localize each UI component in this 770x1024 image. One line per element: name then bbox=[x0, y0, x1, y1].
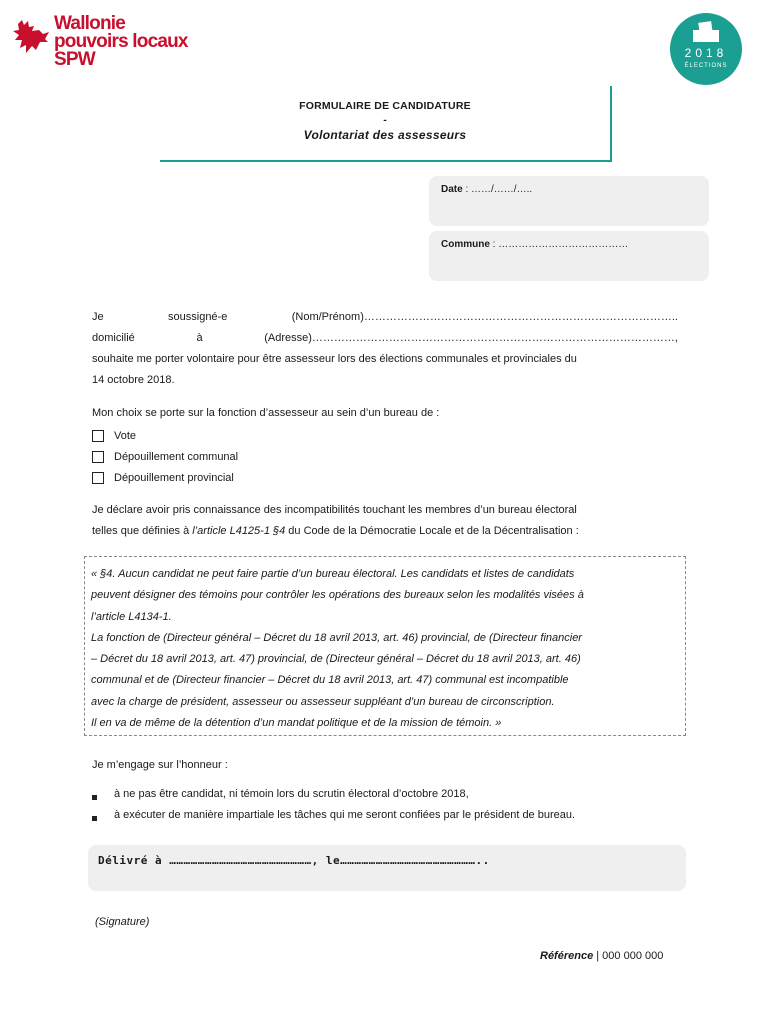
declaration-line-1: Je déclare avoir pris connaissance des incompatibilités touchant les membres d’un bureau électoral bbox=[92, 504, 577, 516]
address-line bbox=[92, 328, 678, 349]
badge-subtitle: ÉLECTIONS bbox=[684, 63, 728, 69]
option-depouillement-provincial[interactable] bbox=[92, 472, 234, 484]
form-subtitle: Volontariat des assesseurs bbox=[303, 128, 467, 142]
quote-line: l’article L4134-1. bbox=[91, 610, 172, 623]
pledge-text: à exécuter de manière impartiale les tâches qui me seront confiées par le président de bureau. bbox=[114, 809, 576, 821]
checkbox[interactable] bbox=[92, 472, 104, 484]
commune-value: : ………………………………… bbox=[489, 239, 629, 250]
form-title: FORMULAIRE DE CANDIDATURE bbox=[299, 100, 471, 112]
option-vote[interactable] bbox=[92, 430, 136, 442]
logo-text bbox=[54, 14, 188, 69]
commune-field[interactable] bbox=[429, 231, 709, 281]
volunteer-statement: souhaite me porter volontaire pour être assesseur lors des élections communales et provinciales du bbox=[92, 353, 577, 365]
commune-label: Commune bbox=[441, 239, 490, 250]
date-value: : ……/……/….. bbox=[462, 184, 533, 195]
checkbox[interactable] bbox=[92, 451, 104, 463]
declaration-text-end: du Code de la Démocratie Locale et de la Décentralisation : bbox=[285, 525, 579, 537]
option-label: Dépouillement communal bbox=[114, 451, 239, 463]
pledge-text: à ne pas être candidat, ni témoin lors du scrutin électoral d’octobre 2018, bbox=[114, 788, 469, 800]
reference-value: | 000 000 000 bbox=[593, 950, 664, 962]
quote-line: – Décret du 18 avril 2013, art. 47) provincial, de (Directeur général – Décret du 18 avril 2013, art. 46) bbox=[91, 653, 581, 666]
quote-line: peuvent désigner des témoins pour contrôler les opérations des bureaux selon les modalités visées à bbox=[91, 589, 584, 602]
bullet-icon bbox=[92, 795, 97, 800]
date-field[interactable] bbox=[429, 176, 709, 226]
issued-text: Délivré à ……………………………………………………, le………………………………………………….. bbox=[98, 854, 490, 867]
quote-line: avec la charge de président, assesseur ou assesseur suppléant d’un bureau de circonscription. bbox=[91, 695, 555, 708]
reference bbox=[540, 950, 663, 962]
bullet-icon bbox=[92, 816, 97, 821]
honour-pledge: Je m’engage sur l’honneur : bbox=[92, 759, 228, 771]
law-quote bbox=[91, 564, 677, 734]
reference-label: Référence bbox=[540, 950, 594, 962]
pledge-item bbox=[92, 809, 575, 821]
je-word: Je bbox=[92, 311, 104, 323]
elections-2018-badge bbox=[670, 13, 742, 85]
quote-line: communal et de (Directeur financier – Décret du 18 avril 2013, art. 47) communal est incompatible bbox=[91, 674, 569, 687]
logo-line-spw: SPW bbox=[54, 49, 95, 70]
option-label: Vote bbox=[114, 430, 137, 442]
quote-line: La fonction de (Directeur général – Décret du 18 avril 2013, art. 46) provincial, de (Directeur financier bbox=[91, 631, 582, 644]
wallonie-logo bbox=[12, 14, 212, 76]
declaration-line-2 bbox=[92, 521, 678, 542]
name-fill-line[interactable]: (Nom/Prénom)………………………………………………………………………….. bbox=[291, 311, 678, 323]
quote-line: « §4. Aucun candidat ne peut faire partie d’un bureau électoral. Les candidats et listes de candidats bbox=[91, 568, 575, 580]
name-line bbox=[92, 307, 678, 328]
declaration-text: telles que définies à bbox=[92, 525, 193, 537]
badge-year: 2018 bbox=[684, 46, 728, 60]
choice-intro: Mon choix se porte sur la fonction d’assesseur au sein d’un bureau de : bbox=[92, 407, 440, 419]
logo-line-wallonie: Wallonie bbox=[54, 13, 126, 34]
option-label: Dépouillement provincial bbox=[114, 472, 234, 484]
article-reference: l’article L4125-1 §4 bbox=[192, 525, 286, 537]
rooster-icon bbox=[12, 20, 50, 54]
form-title-block bbox=[160, 86, 612, 162]
logo-line-pouvoirs: pouvoirs locaux bbox=[54, 31, 188, 52]
domicilie-word: domicilié bbox=[92, 332, 135, 344]
ballot-box-icon bbox=[692, 21, 720, 43]
law-quote-box bbox=[84, 556, 686, 736]
option-depouillement-communal[interactable] bbox=[92, 451, 238, 463]
address-fill-line[interactable]: (Adresse)………………………………………………………………………………………, bbox=[264, 332, 678, 344]
issued-field[interactable] bbox=[88, 845, 686, 891]
title-separator: - bbox=[383, 114, 387, 126]
election-date: 14 octobre 2018. bbox=[92, 374, 175, 386]
quote-line: Il en va de même de la détention d’un mandat politique et de la mission de témoin. » bbox=[91, 717, 502, 730]
date-label: Date bbox=[441, 184, 463, 195]
signature-label: (Signature) bbox=[95, 916, 150, 928]
soussigne-word: soussigné-e bbox=[168, 311, 228, 323]
checkbox[interactable] bbox=[92, 430, 104, 442]
a-word: à bbox=[196, 332, 203, 344]
pledge-item bbox=[92, 788, 469, 800]
